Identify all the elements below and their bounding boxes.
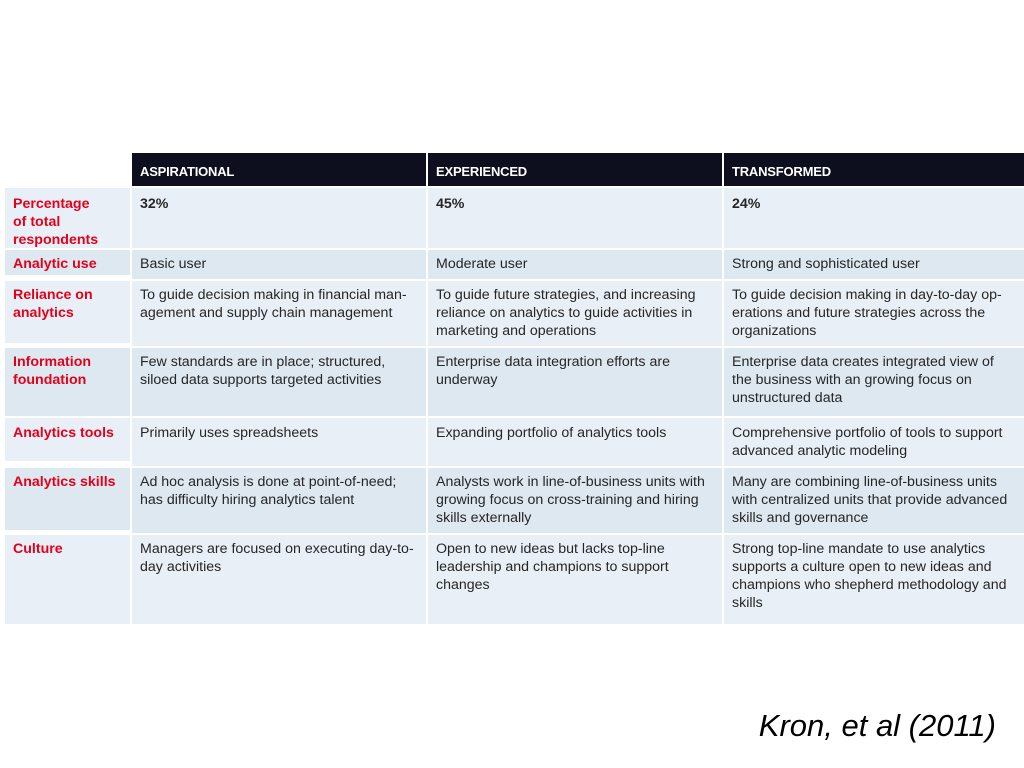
table-cell: Many are combining line-of-business units with centralized units that provide advanced skills and governance <box>724 468 1024 535</box>
table-cell: Open to new ideas but lacks top-line leadership and champions to support changes <box>428 535 724 626</box>
table-cell: 45% <box>428 188 724 250</box>
citation: Kron, et al (2011) <box>758 708 996 743</box>
header-experienced: EXPERIENCED <box>428 153 724 188</box>
table-cell: Moderate user <box>428 250 724 281</box>
row-label-reliance: Reliance on analytics <box>5 281 132 345</box>
row-label-analytics-skills: Analytics skills <box>5 468 132 532</box>
table-cell: Enterprise data creates integrated view of the business with an growing focus on unstructured data <box>724 348 1024 418</box>
table-cell: Basic user <box>132 250 428 281</box>
table-cell: Managers are focused on executing day-to-day activities <box>132 535 428 626</box>
header-transformed: TRANSFORMED <box>724 153 1024 188</box>
table-cell: To guide decision making in day-to-day op-erations and future strategies across the organizations <box>724 281 1024 348</box>
row-label-culture: Culture <box>5 535 132 626</box>
table-cell: Analysts work in line-of-business units with growing focus on cross-training and hiring skills externally <box>428 468 724 535</box>
table-cell: Few standards are in place; structured, siloed data supports targeted activities <box>132 348 428 418</box>
row-label-information-foundation: Information foundation <box>5 348 132 418</box>
table-cell: Expanding portfolio of analytics tools <box>428 418 724 468</box>
table-cell: Strong top-line mandate to use analytics supports a culture open to new ideas and champions who shepherd methodology and skills <box>724 535 1024 626</box>
row-label-analytic-use: Analytic use <box>5 250 132 277</box>
header-aspirational: ASPIRATIONAL <box>132 153 428 188</box>
row-label-percentage: Percentage of total respondents <box>5 188 132 250</box>
table-cell: To guide decision making in financial man-agement and supply chain management <box>132 281 428 348</box>
table-cell: To guide future strategies, and increasing reliance on analytics to guide activities in marketing and operations <box>428 281 724 348</box>
header-blank <box>5 153 132 188</box>
analytics-maturity-table <box>5 153 1024 626</box>
table-cell: 24% <box>724 188 1024 250</box>
table-cell: Comprehensive portfolio of tools to support advanced analytic modeling <box>724 418 1024 468</box>
table-cell: 32% <box>132 188 428 250</box>
table-cell: Enterprise data integration efforts are underway <box>428 348 724 418</box>
row-label-analytics-tools: Analytics tools <box>5 418 132 463</box>
table-cell: Primarily uses spreadsheets <box>132 418 428 468</box>
table-cell: Strong and sophisticated user <box>724 250 1024 281</box>
table-cell: Ad hoc analysis is done at point-of-need; has difficulty hiring analytics talent <box>132 468 428 535</box>
